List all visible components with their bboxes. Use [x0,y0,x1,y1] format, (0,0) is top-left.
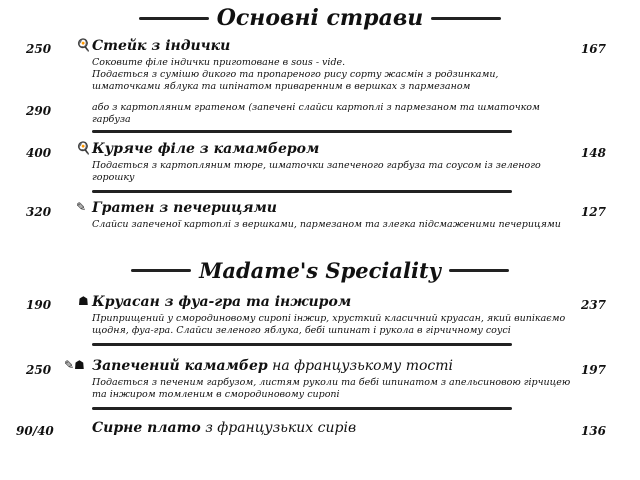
leaf-chef-hat-icon: ✎☗ [64,358,85,372]
dish-name-turkey-steak: Стейк з індички [92,38,231,54]
title-divider-left [139,17,209,20]
item-divider [92,343,512,346]
dish-description-alternative: або з картопляним гратеном (запечені слайси картоплі з пармезаном та шматочком гарбуза [92,102,540,125]
chef-hat-icon: ☗ [78,294,89,308]
item-price: 167 [580,42,606,56]
item-weight: 290 [26,104,52,118]
title-divider-right [431,17,501,20]
dish-description: Подається з картопляним тюре, шматочки запеченого гарбуза та соусом із зеленого горошку [92,160,541,183]
item-price: 127 [580,205,606,219]
leaf-icon: ✎ [76,200,87,214]
item-price: 148 [580,146,606,160]
item-weight: 320 [26,205,52,219]
dish-name-baked-camembert: Запечений камамбер на французькому тості [92,358,454,374]
item-weight: 400 [26,146,52,160]
dish-name-croissant-foie-gras: Круасан з фуа-гра та інжиром [92,294,352,310]
item-divider [92,190,512,193]
item-weight: 190 [26,298,52,312]
item-weight: 90/40 [16,424,54,438]
item-price: 197 [580,363,606,377]
title-divider-right [449,269,509,272]
item-weight: 250 [26,363,52,377]
dish-description: Слайси запеченої картоплі з вершками, пармезаном та злегка підсмаженими печерицями [92,219,561,230]
chef-hat-pan-icon: 🍳 [76,141,91,155]
title-divider-left [131,269,191,272]
item-divider [92,407,512,410]
dish-description: Соковите філе індички приготоване в sous - vide. Подається з сумішю дикого та пропареного рису сорту жасмін з родзинками, шматочками яблука та шпінатом приваренним в вершках з пармезаном [92,57,499,92]
item-price: 136 [580,424,606,438]
section-title-main-dishes: Основні страви [0,4,640,31]
dish-description: Приприщений у смородиновому сиропі інжир, хрусткий класичний круасан, який випікаємо щодня, фуа-гра. Слайси зеленого яблука, бебі шпинат і рукола в гірчичному соусі [92,313,566,336]
chef-hat-pan-icon: 🍳 [76,38,91,52]
dish-name-cheese-plate: Сирне плато з французьких сирів [92,420,357,436]
item-price: 237 [580,298,606,312]
dish-description: Подається з печеним гарбузом, листям руколи та бебі шпинатом з апельсиновою гірчицею та інжиром томленим в смородиновому сиропі [92,377,571,400]
dish-name-mushroom-gratin: Гратен з печерицями [92,200,277,216]
item-weight: 250 [26,42,52,56]
dish-name-chicken-camembert: Куряче філе з камамбером [92,141,320,157]
section-title-speciality: Madame's Speciality [0,256,640,283]
item-divider [92,130,512,133]
